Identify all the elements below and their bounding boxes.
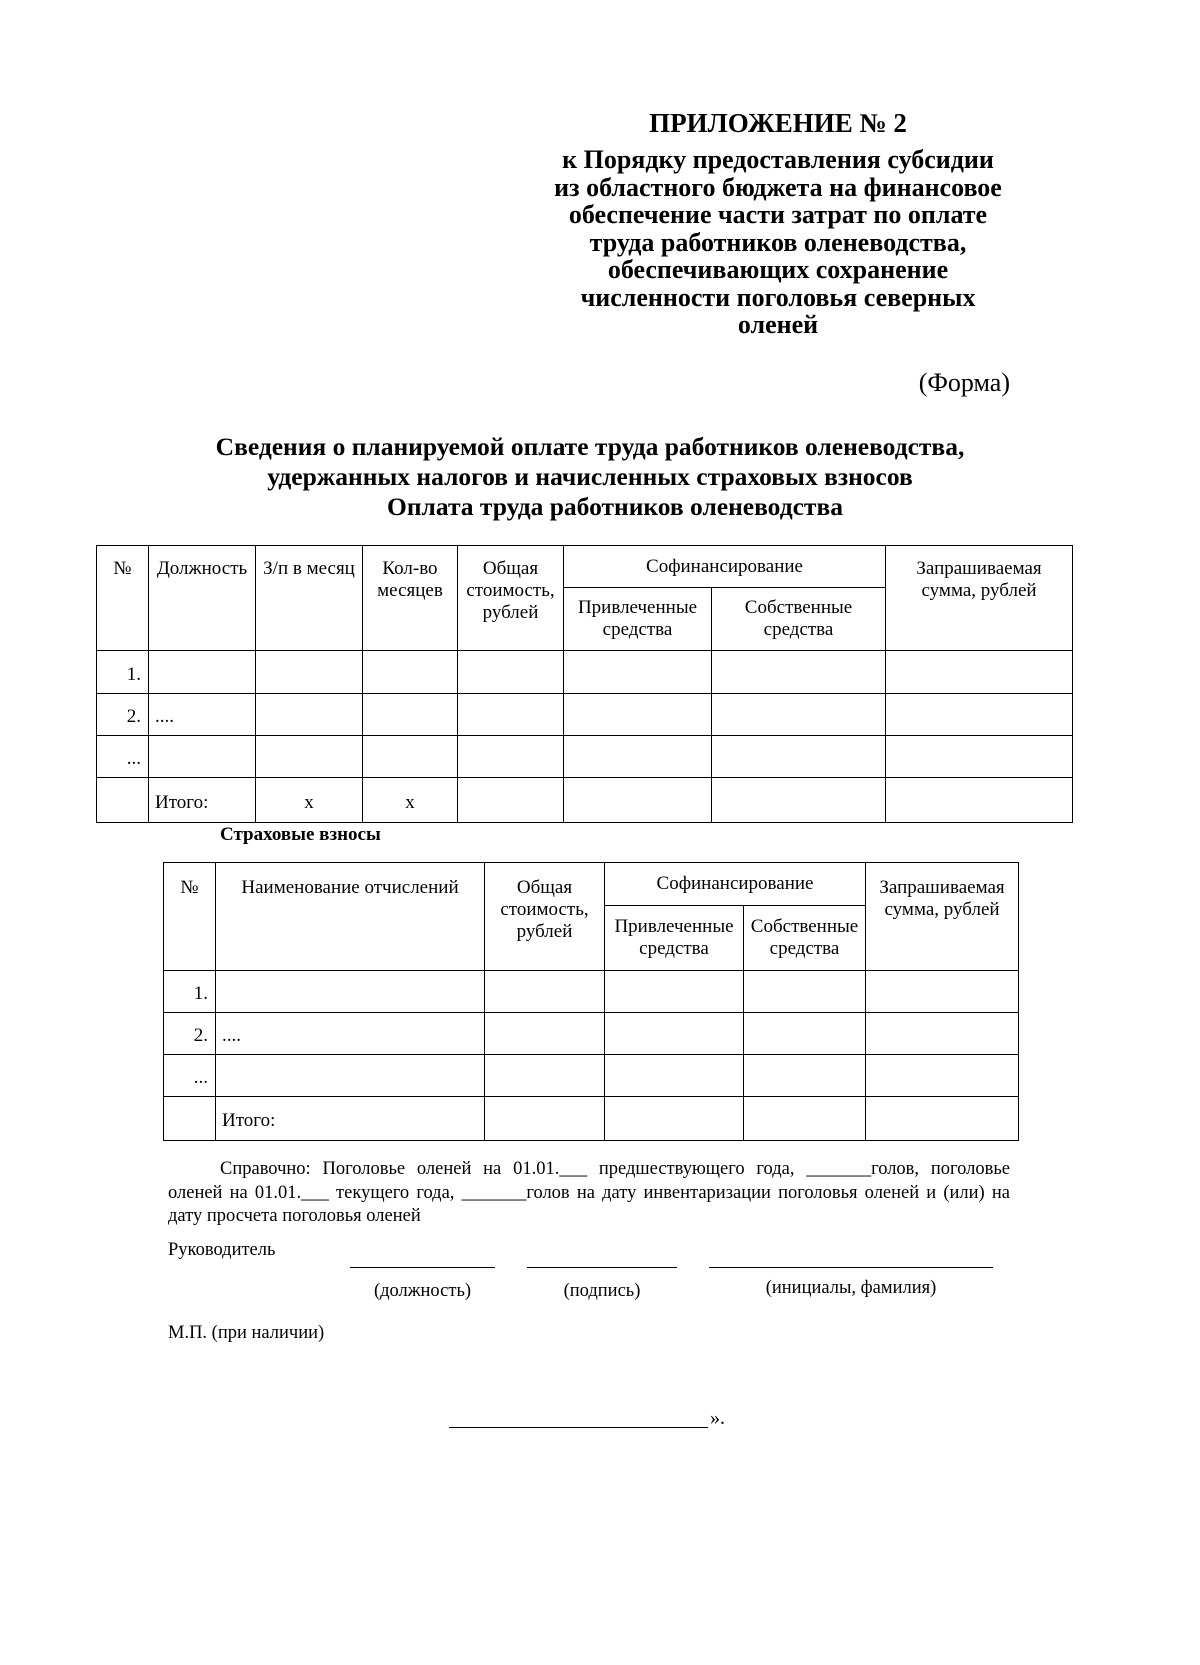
reference-note-line: Справочно: Поголовье оленей на 01.01.___ предшествующего года, _______голов, поголовье	[220, 1159, 1010, 1179]
name-signature-field	[709, 1267, 993, 1307]
requested-amount-cell	[886, 778, 1073, 823]
table-row	[164, 971, 1019, 1013]
table-header-row	[164, 863, 1019, 906]
header-months: Кол-во месяцев	[363, 546, 458, 651]
header-number: №	[164, 863, 216, 971]
closing-blank-line	[449, 1427, 708, 1428]
total-cost-cell	[458, 694, 564, 736]
requested-amount-cell	[866, 1013, 1019, 1055]
monthly-salary-cell: х	[256, 778, 363, 823]
attracted-funds-cell	[605, 971, 744, 1013]
signature-field	[527, 1267, 677, 1307]
table-row	[97, 736, 1073, 778]
appendix-heading: ПРИЛОЖЕНИЕ № 2	[649, 108, 907, 138]
months-cell	[363, 651, 458, 694]
requested-amount-cell	[886, 651, 1073, 694]
appendix-line: обеспечивающих сохранение	[607, 255, 949, 284]
total-cost-cell	[485, 1097, 605, 1141]
position-signature-field	[350, 1267, 495, 1307]
row-number-cell: 2.	[97, 694, 149, 736]
header-cofinancing: Софинансирование	[564, 546, 886, 588]
table-row	[164, 1055, 1019, 1097]
total-cost-cell	[485, 1055, 605, 1097]
header-total-cost: Общая стоимость, рублей	[485, 863, 605, 971]
table-row	[97, 651, 1073, 694]
table-total-row	[164, 1097, 1019, 1141]
appendix-line: численности поголовья северных	[580, 282, 976, 312]
total-cost-cell	[485, 1013, 605, 1055]
appendix-line: из областного бюджета на финансовое	[554, 172, 1002, 202]
total-label-cell: Итого:	[149, 778, 256, 823]
appendix-line: к Порядку предоставления субсидии	[562, 145, 994, 174]
attracted-funds-cell	[564, 694, 712, 736]
name-blank-line	[709, 1267, 993, 1268]
row-number-cell	[97, 778, 149, 823]
insurance-table	[163, 862, 1019, 1141]
form-label: (Форма)	[918, 368, 1010, 397]
name-caption: (инициалы, фамилия)	[765, 1278, 937, 1298]
attracted-funds-cell	[605, 1097, 744, 1141]
row-number-cell	[164, 1097, 216, 1141]
own-funds-cell	[712, 778, 886, 823]
attracted-funds-cell	[605, 1013, 744, 1055]
attracted-funds-cell	[564, 651, 712, 694]
row-number-cell: 1.	[164, 971, 216, 1013]
position-blank-line	[350, 1267, 495, 1268]
table-row	[97, 694, 1073, 736]
header-number: №	[97, 546, 149, 651]
signatory-role-label: Руководитель	[168, 1240, 276, 1260]
header-attracted-funds: Привлеченные средства	[605, 906, 744, 971]
position-caption: (должность)	[373, 1281, 472, 1301]
total-cost-cell	[485, 971, 605, 1013]
reference-note-line: оленей на 01.01.___ текущего года, _______голов на дату инвентаризации поголовья оленей и (или) на	[168, 1183, 1010, 1203]
months-cell	[363, 736, 458, 778]
header-total-cost: Общая стоимость, рублей	[458, 546, 564, 651]
row-number-cell: ...	[97, 736, 149, 778]
header-own-funds: Собственные средства	[712, 588, 886, 651]
total-cost-cell	[458, 778, 564, 823]
table-header-row	[97, 546, 1073, 588]
total-label-cell: Итого:	[216, 1097, 485, 1141]
header-attracted-funds: Привлеченные средства	[564, 588, 712, 651]
months-cell: х	[363, 778, 458, 823]
stamp-note: М.П. (при наличии)	[168, 1323, 325, 1343]
appendix-line: обеспечение части затрат по оплате	[568, 200, 988, 229]
own-funds-cell	[712, 651, 886, 694]
closing-quote-mark: ».	[710, 1407, 725, 1429]
own-funds-cell	[744, 1013, 866, 1055]
header-monthly-salary: З/п в месяц	[256, 546, 363, 651]
requested-amount-cell	[886, 736, 1073, 778]
monthly-salary-cell	[256, 651, 363, 694]
header-position: Должность	[149, 546, 256, 651]
attracted-funds-cell	[564, 778, 712, 823]
deduction-name-cell	[216, 971, 485, 1013]
table-total-row	[97, 778, 1073, 823]
requested-amount-cell	[866, 1055, 1019, 1097]
insurance-section-label: Страховые взносы	[220, 824, 381, 845]
position-cell	[149, 651, 256, 694]
total-cost-cell	[458, 736, 564, 778]
header-own-funds: Собственные средства	[744, 906, 866, 971]
own-funds-cell	[744, 971, 866, 1013]
signature-blank-line	[527, 1267, 677, 1268]
document-title-line: Сведения о планируемой оплате труда работников оленеводства,	[215, 432, 965, 461]
total-cost-cell	[458, 651, 564, 694]
months-cell	[363, 694, 458, 736]
header-requested-amount: Запрашиваемая сумма, рублей	[866, 863, 1019, 971]
document-subtitle: Оплата труда работников оленеводства	[387, 492, 843, 521]
row-number-cell: 1.	[97, 651, 149, 694]
own-funds-cell	[744, 1097, 866, 1141]
row-number-cell: 2.	[164, 1013, 216, 1055]
document-title-line: удержанных налогов и начисленных страховых взносов	[267, 462, 913, 491]
header-requested-amount: Запрашиваемая сумма, рублей	[886, 546, 1073, 651]
attracted-funds-cell	[605, 1055, 744, 1097]
requested-amount-cell	[866, 1097, 1019, 1141]
own-funds-cell	[712, 736, 886, 778]
salary-table	[96, 545, 1073, 823]
requested-amount-cell	[886, 694, 1073, 736]
requested-amount-cell	[866, 971, 1019, 1013]
monthly-salary-cell	[256, 736, 363, 778]
reference-note-line: дату просчета поголовья оленей	[168, 1206, 421, 1226]
signature-caption: (подпись)	[563, 1281, 641, 1301]
monthly-salary-cell	[256, 694, 363, 736]
header-deduction-name: Наименование отчислений	[216, 863, 485, 971]
appendix-line: труда работников оленеводства,	[589, 227, 967, 257]
appendix-line: оленей	[737, 310, 819, 339]
position-cell	[149, 736, 256, 778]
own-funds-cell	[744, 1055, 866, 1097]
deduction-name-cell: ....	[216, 1013, 485, 1055]
row-number-cell: ...	[164, 1055, 216, 1097]
header-cofinancing: Софинансирование	[605, 863, 866, 906]
table-row	[164, 1013, 1019, 1055]
appendix-subtitle	[428, 146, 1128, 339]
own-funds-cell	[712, 694, 886, 736]
deduction-name-cell	[216, 1055, 485, 1097]
attracted-funds-cell	[564, 736, 712, 778]
position-cell: ....	[149, 694, 256, 736]
